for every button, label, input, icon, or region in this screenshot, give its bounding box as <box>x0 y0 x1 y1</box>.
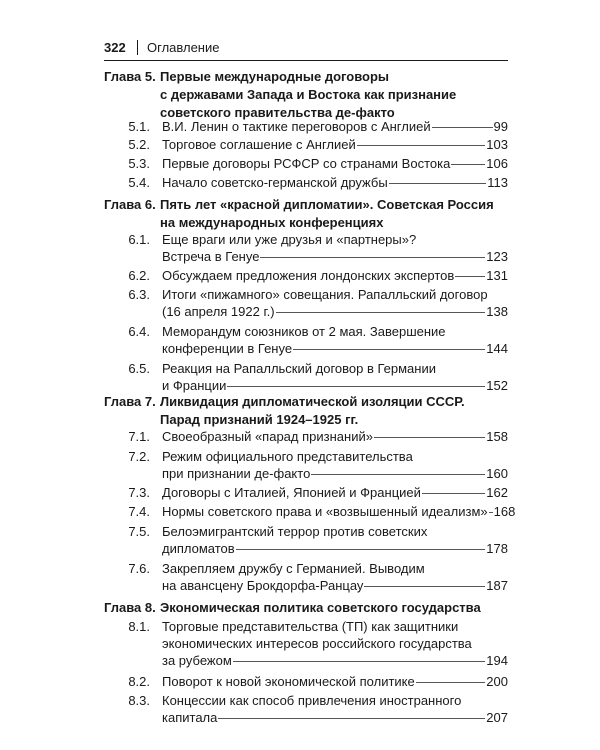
entry-text-line: Поворот к новой экономической политике <box>162 674 415 689</box>
dot-leader <box>260 257 485 258</box>
chapter-title-line: советского правительства де-факто <box>160 105 395 120</box>
entry-last-line <box>162 428 508 445</box>
entry-text <box>162 360 508 394</box>
entry-page-number: 200 <box>486 674 508 689</box>
chapter-title-line: Первые международные договоры <box>160 69 390 84</box>
entry-last-line <box>162 465 508 482</box>
dot-leader <box>422 493 485 494</box>
chapter-label: Глава 8. <box>104 600 156 615</box>
dot-leader <box>389 183 487 184</box>
entry-text-line: Реакция на Рапалльский договор в Германии <box>162 361 436 376</box>
dot-leader <box>236 549 486 550</box>
chapter-label: Глава 6. <box>104 197 156 212</box>
entry-text-line: Еще враги или уже друзья и «партнеры»? <box>162 232 417 247</box>
entry-last-line <box>162 267 508 284</box>
entry-number: 6.5. <box>128 361 150 376</box>
entry-text-line: конференции в Генуе <box>162 341 293 356</box>
chapter-label: Глава 7. <box>104 394 156 409</box>
entry-text <box>162 618 508 669</box>
entry-number: 5.2. <box>128 137 150 152</box>
entry-last-line <box>162 118 508 135</box>
dot-leader <box>293 349 485 350</box>
entry-text <box>162 231 508 265</box>
entry-page-number: 138 <box>486 304 508 319</box>
chapter-title <box>160 196 505 232</box>
entry-text-line: Торговые представительства (ТП) как защитники <box>162 619 459 634</box>
dot-leader <box>364 586 485 587</box>
dot-leader <box>432 127 493 128</box>
entry-text-line: В.И. Ленин о тактике переговоров с Англией <box>162 119 431 134</box>
dot-leader <box>451 164 485 165</box>
entry-text-line: Обсуждаем предложения лондонских экспертов <box>162 268 455 283</box>
entry-text <box>162 448 508 482</box>
entry-number: 6.4. <box>128 324 150 339</box>
entry-text-line: дипломатов <box>162 541 235 556</box>
entry-number: 7.5. <box>128 524 150 539</box>
dot-leader <box>276 312 486 313</box>
entry-text-line: (16 апреля 1922 г.) <box>162 304 275 319</box>
entry-text-line: при признании де-факто <box>162 466 311 481</box>
entry-text <box>162 560 508 594</box>
entry-number: 8.1. <box>128 619 150 634</box>
entry-page-number: 131 <box>486 268 508 283</box>
entry-text-line: на авансцену Брокдорфа-Ранцау <box>162 578 364 593</box>
entry-text-line: экономических интересов российского государства <box>162 636 472 651</box>
header-rule <box>104 60 508 61</box>
entry-text-line: Своеобразный «парад признаний» <box>162 429 373 444</box>
entry-page-number: 144 <box>486 341 508 356</box>
chapter-title-line: на международных конференциях <box>160 215 384 230</box>
entry-text-line: за рубежом <box>162 653 232 668</box>
entry-last-line <box>162 709 508 726</box>
entry-text-line: Концессии как способ привлечения иностранного <box>162 693 462 708</box>
entry-last-line <box>162 577 508 594</box>
entry-page-number: 194 <box>486 653 508 668</box>
entry-text <box>162 692 508 726</box>
entry-number: 7.3. <box>128 485 150 500</box>
entry-last-line <box>162 652 508 669</box>
dot-leader <box>416 682 486 683</box>
entry-page-number: 99 <box>493 119 508 134</box>
running-header <box>104 38 508 60</box>
entry-number: 6.2. <box>128 268 150 283</box>
entry-page-number: 162 <box>486 485 508 500</box>
entry-text-line: Режим официального представительства <box>162 449 413 464</box>
entry-number: 5.1. <box>128 119 150 134</box>
entry-page-number: 187 <box>486 578 508 593</box>
chapter-title-line: Пять лет «красной дипломатии». Советская Россия <box>160 197 494 212</box>
entry-page-number: 158 <box>486 429 508 444</box>
entry-text <box>162 267 508 284</box>
entry-text <box>162 286 508 320</box>
dot-leader <box>455 276 485 277</box>
chapter-title-line: Ликвидация дипломатической изоляции СССР. <box>160 394 465 409</box>
entry-number: 5.3. <box>128 156 150 171</box>
dot-leader <box>218 718 485 719</box>
entry-text-line: Встреча в Генуе <box>162 249 260 264</box>
entry-number: 7.2. <box>128 449 150 464</box>
entry-text <box>162 323 508 357</box>
entry-text <box>162 174 508 191</box>
entry-last-line <box>162 340 508 357</box>
dot-leader <box>227 386 485 387</box>
entry-text-line: Белоэмигрантский террор против советских <box>162 524 428 539</box>
entry-page-number: 207 <box>486 710 508 725</box>
entry-text-line: Меморандум союзников от 2 мая. Завершение <box>162 324 446 339</box>
chapter-title-line: с державами Запада и Востока как признание <box>160 87 457 102</box>
entry-last-line <box>162 503 516 520</box>
chapter-title-line: Парад признаний 1924–1925 гг. <box>160 412 359 427</box>
entry-text-line: Торговое соглашение с Англией <box>162 137 356 152</box>
entry-page-number: 168 <box>493 504 516 519</box>
dot-leader <box>233 661 486 662</box>
entry-text <box>162 428 508 445</box>
entry-text-line: и Франции <box>162 378 227 393</box>
entry-text <box>162 136 508 153</box>
entry-number: 7.4. <box>128 504 150 519</box>
entry-last-line <box>162 174 508 191</box>
chapter-title <box>160 393 505 429</box>
entry-page-number: 178 <box>486 541 508 556</box>
header-separator <box>137 40 138 55</box>
dot-leader <box>311 474 485 475</box>
entry-text <box>162 523 508 557</box>
entry-page-number: 113 <box>487 175 508 190</box>
entry-page-number: 106 <box>486 156 508 171</box>
dot-leader <box>357 145 486 146</box>
header-title: Оглавление <box>147 40 220 55</box>
entry-page-number: 103 <box>486 137 508 152</box>
entry-page-number: 123 <box>486 249 508 264</box>
dot-leader <box>489 512 493 513</box>
entry-page-number: 152 <box>486 378 508 393</box>
chapter-label: Глава 5. <box>104 69 156 84</box>
entry-number: 8.3. <box>128 693 150 708</box>
chapter-title <box>160 599 505 617</box>
entry-number: 7.1. <box>128 429 150 444</box>
entry-last-line <box>162 673 508 690</box>
entry-last-line <box>162 155 508 172</box>
entry-last-line <box>162 484 508 501</box>
entry-text <box>162 155 508 172</box>
entry-text-line: Начало советско-германской дружбы <box>162 175 388 190</box>
entry-number: 6.1. <box>128 232 150 247</box>
entry-last-line <box>162 540 508 557</box>
entry-text-line: Договоры с Италией, Японией и Францией <box>162 485 421 500</box>
entry-last-line <box>162 377 508 394</box>
entry-number: 8.2. <box>128 674 150 689</box>
page-number: 322 <box>104 40 126 55</box>
entry-last-line <box>162 303 508 320</box>
entry-text-line: Итоги «пижамного» совещания. Рапалльский договор <box>162 287 488 302</box>
chapter-title-line: Экономическая политика советского государства <box>160 600 481 615</box>
chapter-title <box>160 68 505 122</box>
entry-text-line: Первые договоры РСФСР со странами Востока <box>162 156 451 171</box>
entry-last-line <box>162 248 508 265</box>
entry-text-line: Закрепляем дружбу с Германией. Выводим <box>162 561 425 576</box>
entry-last-line <box>162 136 508 153</box>
entry-text <box>162 503 516 520</box>
entry-text <box>162 484 508 501</box>
entry-page-number: 160 <box>486 466 508 481</box>
entry-text <box>162 118 508 135</box>
entry-text-line: капитала <box>162 710 218 725</box>
dot-leader <box>374 437 485 438</box>
entry-number: 7.6. <box>128 561 150 576</box>
entry-number: 6.3. <box>128 287 150 302</box>
entry-text-line: Нормы советского права и «возвышенный идеализм» <box>162 504 488 519</box>
entry-text <box>162 673 508 690</box>
entry-number: 5.4. <box>128 175 150 190</box>
